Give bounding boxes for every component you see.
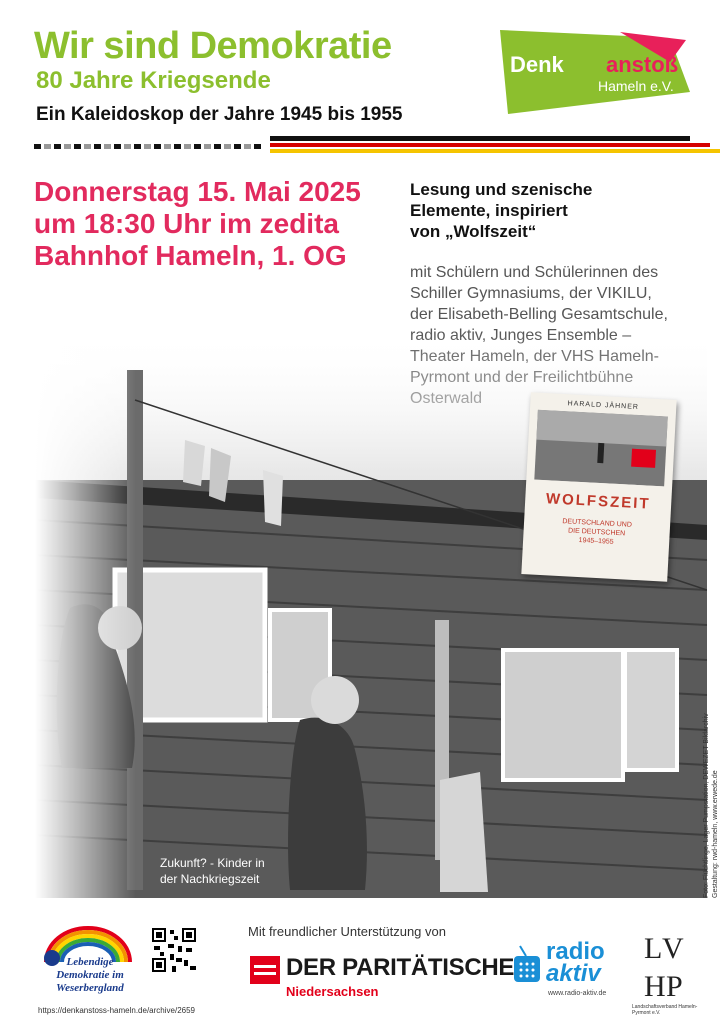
credit-line: Foto: Flüchtlinge, Lager Pumpstation, DEWEZET Bildarchiv bbox=[703, 713, 710, 898]
flag-stripe-red bbox=[270, 143, 710, 147]
radio-url: www.radio-aktiv.de bbox=[548, 990, 607, 997]
svg-text:H: H bbox=[644, 970, 666, 1003]
tagline: Ein Kaleidoskop der Jahre 1945 bis 1955 bbox=[36, 104, 403, 125]
book-photo bbox=[526, 409, 675, 487]
svg-text:P: P bbox=[666, 970, 683, 1003]
flag-stripe-gold bbox=[270, 149, 720, 153]
lebendige-line: Demokratie im bbox=[56, 969, 124, 981]
photo-caption: Zukunft? - Kinder in bbox=[160, 856, 265, 870]
reading-line: Elemente, inspiriert bbox=[410, 201, 568, 220]
archive-url[interactable]: https://denkanstoss-hameln.de/archive/2659 bbox=[38, 1006, 195, 1015]
book-cover bbox=[521, 392, 676, 581]
dash-divider bbox=[34, 136, 264, 142]
photo-caption: der Nachkriegszeit bbox=[160, 872, 260, 886]
event-date: Donnerstag 15. Mai 2025 bbox=[34, 176, 361, 207]
page-title: Wir sind Demokratie bbox=[34, 25, 392, 67]
radio-aktiv-name: radio bbox=[546, 938, 605, 965]
lebendige-text bbox=[40, 956, 140, 995]
lvhp-logo bbox=[640, 930, 688, 1004]
participants-line: Schiller Gymnasiums, der VIKILU, bbox=[410, 285, 652, 302]
logo-text-hameln: Hameln e.V. bbox=[598, 78, 674, 94]
book-subtitle: 1945–1955 bbox=[578, 537, 614, 546]
logo-text-anstoss: anstoß bbox=[606, 52, 679, 77]
photo-credits bbox=[700, 660, 720, 900]
lebendige-line: Lebendige bbox=[66, 956, 114, 968]
svg-text:L: L bbox=[644, 932, 663, 965]
paritaet-logo bbox=[250, 956, 280, 984]
reading-line: Lesung und szenische bbox=[410, 180, 593, 199]
credit-line: Gestaltung: rwd-hameln, www.erwede.de bbox=[712, 770, 719, 898]
book-subtitle: DIE DEUTSCHEN bbox=[567, 527, 626, 538]
svg-text:V: V bbox=[662, 932, 684, 965]
book-title: WOLFSZEIT bbox=[545, 490, 651, 513]
flag-stripe-black bbox=[270, 136, 690, 141]
qr-code[interactable] bbox=[150, 926, 198, 974]
participants-line: mit Schülern und Schülerinnen des bbox=[410, 264, 659, 281]
event-time: um 18:30 Uhr im zedita bbox=[34, 208, 339, 239]
reading-line: von „Wolfszeit“ bbox=[410, 222, 537, 241]
lvhp-name: Landschaftsverband Hameln-Pyrmont e.V. bbox=[632, 1004, 698, 1016]
logo-text-denk: Denk bbox=[510, 52, 564, 77]
radio-icon bbox=[512, 944, 542, 984]
event-location: Bahnhof Hameln, 1. OG bbox=[34, 240, 347, 271]
radio-aktiv-name: aktiv bbox=[546, 960, 601, 987]
book-subtitle: DEUTSCHLAND UND bbox=[562, 518, 633, 529]
participants-line: der Elisabeth-Belling Gesamtschule, bbox=[410, 306, 668, 323]
support-label: Mit freundlicher Unterstützung von bbox=[248, 924, 446, 939]
book-author: HARALD JÄHNER bbox=[567, 400, 640, 411]
paritaet-region: Niedersachsen bbox=[286, 984, 379, 999]
lebendige-line: Weserbergland bbox=[56, 982, 124, 994]
page-subtitle: 80 Jahre Kriegsende bbox=[36, 67, 271, 94]
paritaet-name: DER PARITÄTISCHE bbox=[286, 954, 515, 981]
